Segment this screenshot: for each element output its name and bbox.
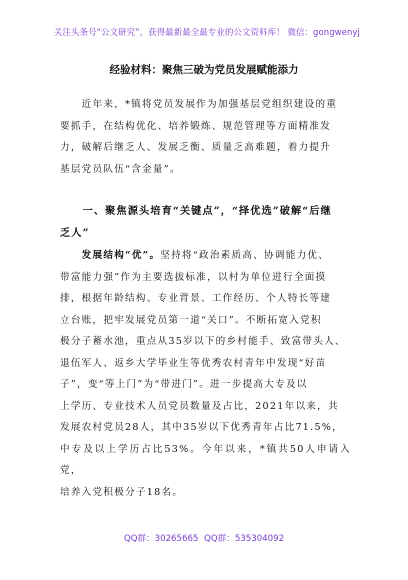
paragraph-lead-phrase: 发展结构“优”。 [60,250,161,261]
bottom-qq-banner: QQ群：30265665 QQ群：535304092 [123,534,285,544]
document-title: 经验材料：聚焦三破为党员发展赋能添力 [109,64,299,76]
intro-paragraph: 近年来，*镇将党员发展作为加强基层党组织建设的重 要抓手，在结构优化、培养锻炼、规范管理等方面精准发 力，破解后继乏人、发展乏衡、质量乏高难题，着力提升 基层党员队伍“含金量”。 [60,99,338,175]
paragraph-body-text: 坚持将“政治素质高、协调能力优、 带富能力强”作为主要选拔标准，以村为单位进行全面摸 排，根据年龄结构、专业背景、工作经历、个人特长等建 立台账，把牢发展党员第一道“关口”。不断拓宽入党积 极分子蓄水池，重点从35岁以下的乡村能手、致富带头人、 退伍军人、返乡大学毕业生等优秀农村青年中发现“好苗 子”，变“等上门”为“带进门”。进一步提高大专及以 上学历、专业技术人员党员数量及占比，2021年以来，共 发展农村党员28人，其中35岁以下优秀青年占比71.5%， 中专及以上学历占比53%。今年以来，*镇共50人申请入党， 培养入党积极分子18名。 [60,250,351,498]
section-paragraph-1 [60,245,351,503]
section-heading-1: 一、聚焦源头培育“关键点”，“择优选”破解“后继 乏人” [60,205,332,239]
top-promo-banner: 关注头条号“公文研究”，获得最新最全最专业的公文资料库！ 微信：gongwenyj [54,27,361,37]
